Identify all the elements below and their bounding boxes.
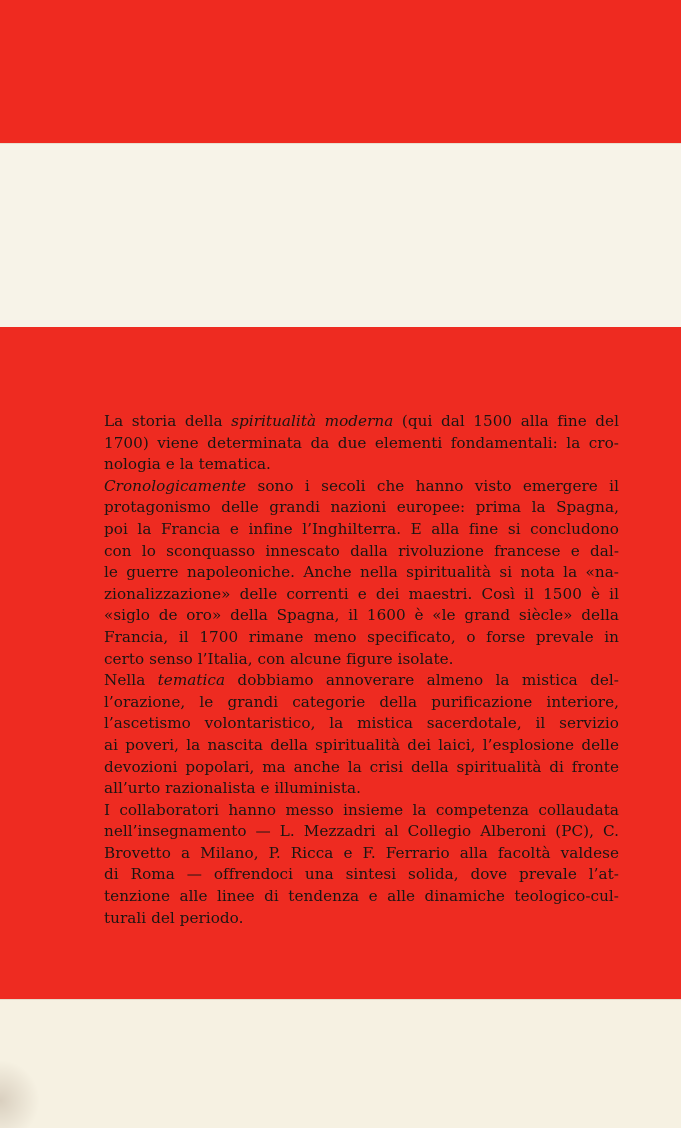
blurb-text: turali del periodo.: [104, 908, 244, 927]
blurb-line: [104, 541, 619, 563]
blurb-text: le guerre napoleoniche. Anche nella spiritualità si nota la «na-: [104, 563, 619, 582]
blurb-line: [104, 476, 619, 498]
blurb-line: [104, 692, 619, 714]
blurb-line: [104, 735, 619, 757]
blurb-line: [104, 800, 619, 822]
back-cover-blurb: [104, 411, 619, 929]
worn-edge: [0, 1060, 40, 1128]
blurb-line: [104, 757, 619, 779]
blurb-text: l’ascetismo volontaristico, la mistica sacerdotale, il servizio: [104, 714, 619, 733]
blurb-line: [104, 605, 619, 627]
blurb-text: di Roma — offrendoci una sintesi solida, dove prevale l’at-: [104, 865, 619, 884]
blurb-text: sono i secoli che hanno visto emergere il: [246, 476, 619, 495]
cream-stripe-bottom: [0, 999, 681, 1128]
blurb-line: [104, 821, 619, 843]
blurb-text: «siglo de oro» della Spagna, il 1600 è «le grand siècle» della: [104, 606, 619, 625]
blurb-line: [104, 562, 619, 584]
blurb-italic-text: tematica: [157, 671, 226, 690]
blurb-text: all’urto razionalista e illuminista.: [104, 779, 362, 798]
blurb-line: [104, 433, 619, 455]
blurb-text: con lo sconquasso innescato dalla rivoluzione francese e dal-: [104, 541, 619, 560]
blurb-text: nell’insegnamento — L. Mezzadri al Collegio Alberoni (PC), C.: [104, 822, 619, 841]
blurb-text: ai poveri, la nascita della spiritualità dei laici, l’esplosione delle: [104, 735, 619, 754]
blurb-text: protagonismo delle grandi nazioni europee: prima la Spagna,: [104, 498, 619, 517]
blurb-text: certo senso l’Italia, con alcune figure isolate.: [104, 649, 454, 668]
blurb-line: [104, 627, 619, 649]
blurb-text: Nella: [104, 671, 158, 690]
blurb-line: [104, 670, 619, 692]
red-top-band: [0, 0, 681, 143]
blurb-line: [104, 454, 619, 476]
blurb-line: [104, 649, 619, 671]
blurb-line: [104, 519, 619, 541]
blurb-text: tenzione alle linee di tendenza e alle dinamiche teologico-cul-: [104, 887, 619, 906]
blurb-text: l’orazione, le grandi categorie della purificazione interiore,: [104, 692, 619, 711]
blurb-text: devozioni popolari, ma anche la crisi della spiritualità di fronte: [104, 757, 619, 776]
blurb-text: (qui dal 1500 alla fine del: [393, 412, 620, 430]
cream-stripe-top: [0, 143, 681, 328]
blurb-text: dobbiamo annoverare almeno la mistica del-: [225, 671, 619, 690]
blurb-text: 1700) viene determinata da due elementi fondamentali: la cro-: [104, 433, 619, 452]
blurb-line: [104, 713, 619, 735]
blurb-text: Brovetto a Milano, P. Ricca e F. Ferrario alla facoltà valdese: [104, 843, 619, 862]
blurb-line: [104, 497, 619, 519]
blurb-line: [104, 864, 619, 886]
blurb-text: nologia e la tematica.: [104, 455, 271, 474]
blurb-line: [104, 584, 619, 606]
blurb-text: I collaboratori hanno messo insieme la competenza collaudata: [104, 800, 619, 819]
blurb-line: [104, 778, 619, 800]
blurb-text: La storia della: [104, 412, 232, 430]
blurb-line: [104, 886, 619, 908]
blurb-text: Francia, il 1700 rimane meno specificato, o forse prevale in: [104, 627, 619, 646]
blurb-text: poi la Francia e infine l’Inghilterra. E alla fine si concludono: [104, 519, 619, 538]
blurb-line: [104, 908, 619, 930]
blurb-line: [104, 843, 619, 865]
blurb-italic-text: Cronologicamente: [104, 476, 247, 495]
blurb-line: [104, 411, 619, 433]
blurb-italic-text: spiritualità moderna: [231, 412, 394, 430]
blurb-text: zionalizzazione» delle correnti e dei maestri. Così il 1500 è il: [104, 584, 619, 603]
